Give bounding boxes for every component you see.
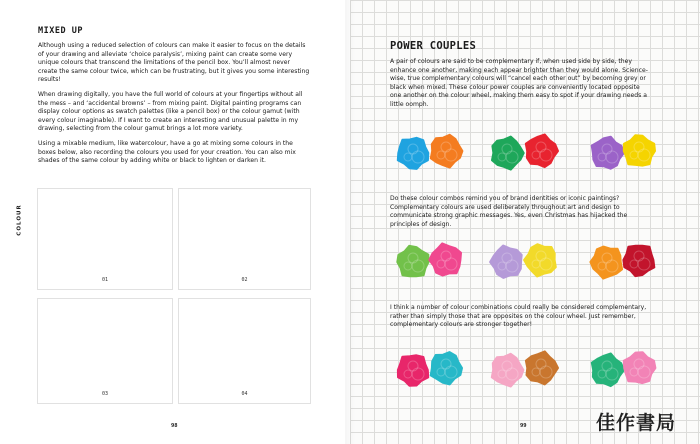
power-couples-heading: POWER COUPLES [390, 40, 477, 52]
box-number: 02 [241, 277, 248, 283]
mixed-up-heading: MIXED UP [38, 26, 83, 36]
paragraph: When drawing digitally, you have the full world of colours at your fingertips without all the mess – and ‘accidental browns’ – from mixing paint. Digital painting programs can display colour options as swatch palettes (like a pencil box) or the colour gamut (with every colour imaginable). If I want to create an interesting and unusual palette in my drawing, selecting from the colour gamut brings a lot more variety. [38, 90, 303, 133]
mixing-box-04 [178, 298, 311, 404]
box-number: 01 [101, 277, 109, 283]
box-number: 03 [101, 391, 109, 397]
box-number: 04 [241, 391, 248, 397]
mixed-up-body [38, 42, 310, 172]
paragraph: I think a number of colour combinations could really be considered complementary, rather than simply those that are opposites on the colour wheel. Just remember, complementary colours are stronger together! [390, 304, 647, 329]
mixing-box-03 [37, 298, 173, 404]
paragraph: Do these colour combos remind you of brand identities or iconic paintings? Complementary colours are used deliberately throughout art and design to communicate strong graphic messages. Yes, even Christmas has hijacked the principles of design. [390, 195, 628, 228]
store-watermark-logo: 佳作書局 [596, 412, 677, 434]
page-number-left: 98 [171, 423, 178, 429]
mixing-box-01 [37, 188, 173, 290]
paragraph: A pair of colours are said to be complementary if, when used side by side, they enhance one another, making each appear brighter than they would alone. Science-wise, true complementary colours will “cancel each other out” by becoming grey or black when mixed. These colour power couples are conveniently located opposite one another on the colour wheel, making them easy to spot if your drawing needs a little oomph. [390, 58, 648, 108]
paragraph: Using a mixable medium, like watercolour, have a go at mixing some colours in the boxes below, also recording the colours you used for your creation. You can also mix shades of the same colour by adding white or black to lighten or darken it. [38, 139, 296, 165]
section-label: COLOUR [17, 204, 23, 236]
book-gutter [345, 0, 355, 444]
paragraph: Although using a reduced selection of colours can make it easier to focus on the details of your drawing and alleviate ‘choice paralysis’, mixing paint can create some very unique colours that transcend the limitations of the pencil box. You’ll almost never create the same colour twice, which can be frustrating, but it gives you some interesting results! [38, 42, 310, 84]
mixing-box-02 [178, 188, 311, 290]
page-number-right: 99 [520, 423, 527, 429]
